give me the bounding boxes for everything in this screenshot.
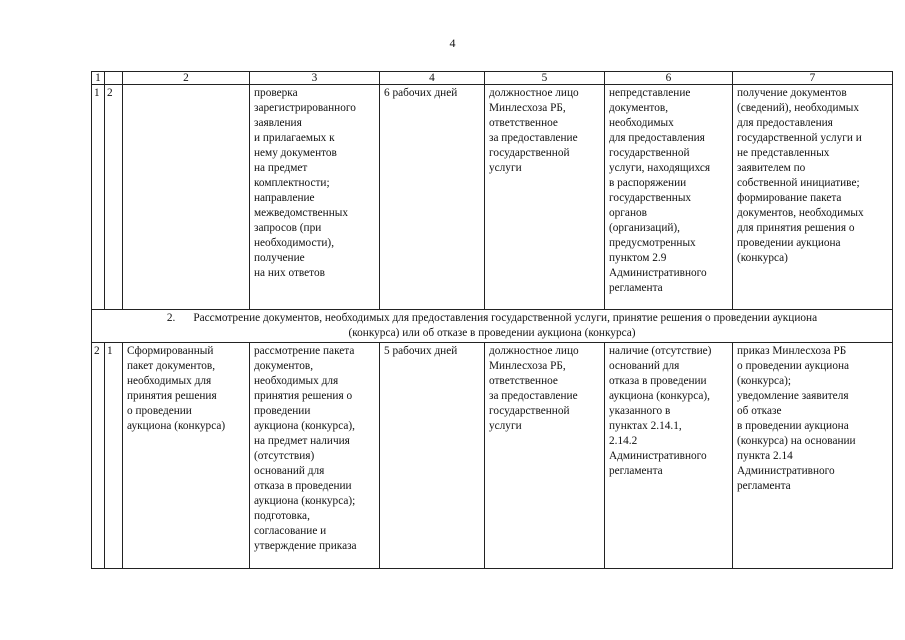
cell-line: должностное лицо bbox=[489, 87, 579, 99]
cell-line: подготовка, bbox=[254, 510, 310, 522]
cell-line: заявителем по bbox=[737, 162, 806, 174]
cell-line: предусмотренных bbox=[609, 237, 696, 249]
cell-line: нему документов bbox=[254, 147, 337, 159]
cell-line: регламента bbox=[609, 282, 663, 294]
cell-line: на предмет наличия bbox=[254, 435, 350, 447]
cell-line: не представленных bbox=[737, 147, 830, 159]
header-cell: 2 bbox=[123, 72, 250, 85]
cell-line: пункта 2.14 bbox=[737, 450, 793, 462]
cell-line: (сведений), необходимых bbox=[737, 102, 859, 114]
cell-line: государственной bbox=[489, 147, 570, 159]
cell-line: документов, необходимых bbox=[737, 207, 864, 219]
header-cell: 1 bbox=[92, 72, 105, 85]
row-subnumber: 2 bbox=[105, 85, 123, 310]
header-cell: 6 bbox=[605, 72, 733, 85]
cell-line: должностное лицо bbox=[489, 345, 579, 357]
cell-line: необходимых для bbox=[254, 375, 339, 387]
cell-result bbox=[733, 343, 893, 569]
cell-line: регламента bbox=[609, 465, 663, 477]
cell-line: для предоставления bbox=[737, 117, 833, 129]
cell-line: уведомление заявителя bbox=[737, 390, 849, 402]
cell-line: непредставление bbox=[609, 87, 691, 99]
cell-line: (отсутствия) bbox=[254, 450, 315, 462]
cell-line: за предоставление bbox=[489, 390, 578, 402]
cell-line: приказ Минлесхоза РБ bbox=[737, 345, 847, 357]
cell-line: Административного bbox=[609, 450, 707, 462]
cell-line: за предоставление bbox=[489, 132, 578, 144]
cell-criteria bbox=[605, 85, 733, 310]
cell-line: оснований для bbox=[609, 360, 680, 372]
cell-line: на них ответов bbox=[254, 267, 325, 279]
cell-line: принятия решения bbox=[127, 390, 217, 402]
cell-line: указанного в bbox=[609, 405, 671, 417]
cell-line: (конкурса) на основании bbox=[737, 435, 856, 447]
cell-line: проведении аукциона bbox=[737, 237, 841, 249]
cell-line: в проведении аукциона bbox=[737, 420, 849, 432]
cell-line: отказа в проведении bbox=[609, 375, 707, 387]
cell-line: документов, bbox=[609, 102, 669, 114]
cell-line: заявления bbox=[254, 117, 302, 129]
cell-line: согласование и bbox=[254, 525, 327, 537]
cell-line: (конкурса); bbox=[737, 375, 792, 387]
header-row bbox=[92, 72, 893, 85]
section-row bbox=[92, 310, 893, 343]
cell-line: государственных bbox=[609, 192, 692, 204]
cell-line: запросов (при bbox=[254, 222, 322, 234]
cell-line: и прилагаемых к bbox=[254, 132, 335, 144]
cell-line: формирование пакета bbox=[737, 192, 842, 204]
procedure-table bbox=[91, 71, 893, 569]
cell-line: отказа в проведении bbox=[254, 480, 352, 492]
cell-line: аукциона (конкурса) bbox=[127, 420, 226, 432]
cell-line: направление bbox=[254, 192, 315, 204]
section-title-line2: (конкурса) или об отказе в проведении аукциона (конкурса) bbox=[348, 327, 636, 339]
cell-line: Административного bbox=[737, 465, 835, 477]
cell-line: пунктом 2.9 bbox=[609, 252, 667, 264]
cell-line: наличие (отсутствие) bbox=[609, 345, 712, 357]
header-cell: 7 bbox=[733, 72, 893, 85]
cell-line: необходимых bbox=[609, 117, 674, 129]
cell-line: услуги bbox=[489, 162, 522, 174]
header-cell bbox=[105, 72, 123, 85]
cell-line: Минлесхоза РБ, bbox=[489, 360, 566, 372]
cell-line: получение bbox=[254, 252, 305, 264]
cell-line: документов, bbox=[254, 360, 314, 372]
row-subnumber: 1 bbox=[105, 343, 123, 569]
row-number: 2 bbox=[92, 343, 105, 569]
cell-line: оснований для bbox=[254, 465, 325, 477]
cell-line: на предмет bbox=[254, 162, 308, 174]
cell-line: аукциона (конкурса), bbox=[254, 420, 355, 432]
section-title-line1: Рассмотрение документов, необходимых для предоставления государственной услуги, принятие решения о проведении аукциона bbox=[193, 312, 818, 324]
cell-result bbox=[733, 85, 893, 310]
cell-line: о проведении аукциона bbox=[737, 360, 850, 372]
cell-line: (организаций), bbox=[609, 222, 680, 234]
cell-line: государственной услуги и bbox=[737, 132, 862, 144]
cell-line: об отказе bbox=[737, 405, 782, 417]
page-number: 4 bbox=[449, 36, 456, 50]
cell-line: Сформированный bbox=[127, 345, 214, 357]
cell-line: принятия решения о bbox=[254, 390, 353, 402]
cell-line: услуги bbox=[489, 420, 522, 432]
cell-line: в распоряжении bbox=[609, 177, 687, 189]
cell-line: проведении bbox=[254, 405, 311, 417]
table-row bbox=[92, 343, 893, 569]
cell-duration bbox=[380, 85, 485, 310]
cell-input-documents bbox=[123, 85, 250, 310]
cell-line: пакет документов, bbox=[127, 360, 216, 372]
cell-line: ответственное bbox=[489, 375, 558, 387]
cell-line: пунктах 2.14.1, bbox=[609, 420, 682, 432]
cell-line: необходимых для bbox=[127, 375, 212, 387]
cell-actions bbox=[250, 343, 380, 569]
cell-line: аукциона (конкурса); bbox=[254, 495, 356, 507]
cell-line: о проведении bbox=[127, 405, 192, 417]
cell-line: (конкурса) bbox=[737, 252, 788, 264]
cell-line: зарегистрированного bbox=[254, 102, 356, 114]
cell-criteria bbox=[605, 343, 733, 569]
cell-line: государственной bbox=[489, 405, 570, 417]
cell-line: регламента bbox=[737, 480, 791, 492]
cell-line: получение документов bbox=[737, 87, 847, 99]
cell-line: рассмотрение пакета bbox=[254, 345, 355, 357]
cell-line: необходимости), bbox=[254, 237, 335, 249]
cell-line: комплектности; bbox=[254, 177, 330, 189]
cell-line: собственной инициативе; bbox=[737, 177, 860, 189]
header-cell: 3 bbox=[250, 72, 380, 85]
section-number: 2. bbox=[166, 312, 176, 324]
cell-responsible bbox=[485, 85, 605, 310]
header-cell: 4 bbox=[380, 72, 485, 85]
section-heading bbox=[92, 310, 893, 343]
cell-line: аукциона (конкурса), bbox=[609, 390, 710, 402]
cell-line: Административного bbox=[609, 267, 707, 279]
cell-line: Минлесхоза РБ, bbox=[489, 102, 566, 114]
cell-line: услуги, находящихся bbox=[609, 162, 711, 174]
cell-input-documents bbox=[123, 343, 250, 569]
cell-line: межведомственных bbox=[254, 207, 348, 219]
row-number: 1 bbox=[92, 85, 105, 310]
cell-line: органов bbox=[609, 207, 647, 219]
cell-actions bbox=[250, 85, 380, 310]
table-row bbox=[92, 85, 893, 310]
cell-line: 6 рабочих дней bbox=[384, 87, 458, 99]
cell-line: для принятия решения о bbox=[737, 222, 855, 234]
cell-line: 2.14.2 bbox=[609, 435, 638, 447]
cell-line: государственной bbox=[609, 147, 690, 159]
cell-line: 5 рабочих дней bbox=[384, 345, 458, 357]
cell-line: для предоставления bbox=[609, 132, 705, 144]
cell-line: утверждение приказа bbox=[254, 540, 357, 552]
cell-duration bbox=[380, 343, 485, 569]
header-cell: 5 bbox=[485, 72, 605, 85]
cell-line: проверка bbox=[254, 87, 298, 99]
cell-responsible bbox=[485, 343, 605, 569]
cell-line: ответственное bbox=[489, 117, 558, 129]
